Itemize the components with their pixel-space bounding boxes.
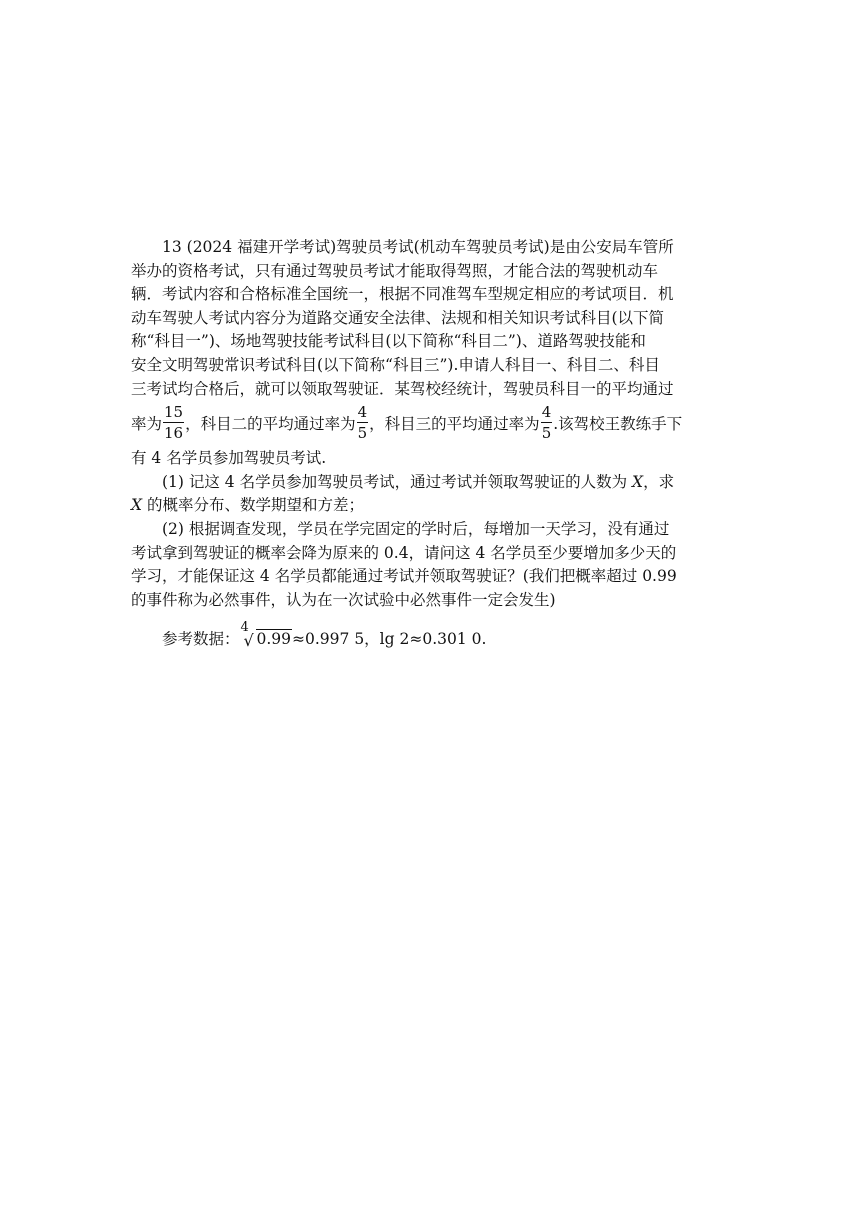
problem-text xyxy=(131,236,733,652)
fraction-denominator: 5 xyxy=(541,424,552,443)
part1-text-b: ，求 xyxy=(643,472,675,491)
problem-line-3: 辆．考试内容和合格标准全国统一，根据不同准驾车型规定相应的考试项目．机 xyxy=(131,285,674,304)
root-sign-icon: √ xyxy=(243,631,254,651)
part1-text-a: (1) 记这 4 名学员参加驾驶员考试，通过考试并领取驾驶证的人数为 xyxy=(162,472,633,491)
part2-line-1: (2) 根据调查发现，学员在学完固定的学时后，每增加一天学习，没有通过 xyxy=(162,519,670,538)
fraction-denominator: 16 xyxy=(164,424,184,443)
problem-line-1: 13 (2024 福建开学考试)驾驶员考试(机动车驾驶员考试)是由公安局车管所 xyxy=(162,238,674,256)
root-index: 4 xyxy=(240,620,249,636)
fraction-subject-two xyxy=(357,405,369,441)
problem-line-5: 称“科目一”)、场地驾驶技能考试科目(以下简称“科目二”)、道路驾驶技能和 xyxy=(131,332,646,351)
fraction-numerator: 4 xyxy=(357,403,368,422)
fourth-root xyxy=(240,620,293,652)
rate-prefix: 率为 xyxy=(131,415,163,434)
fraction-numerator: 4 xyxy=(541,403,552,422)
part1-line-1 xyxy=(131,471,733,495)
rate-suffix: .该驾校王教练手下 xyxy=(553,415,683,434)
part2-line-3: 学习，才能保证这 4 名学员都能通过考试并领取驾驶证？(我们把概率超过 0.99 xyxy=(131,567,677,586)
reference-data xyxy=(131,620,733,652)
rate-mid-2: ，科目三的平均通过率为 xyxy=(369,415,540,434)
fraction-subject-three xyxy=(541,405,553,441)
problem-line-6: 安全文明驾驶常识考试科目(以下简称“科目三”).申请人科目一、科目二、科目 xyxy=(131,355,660,374)
fraction-denominator: 5 xyxy=(357,424,368,443)
fraction-numerator: 15 xyxy=(164,403,184,422)
problem-line-2: 举办的资格考试，只有通过驾驶员考试才能取得驾照，才能合法的驾驶机动车 xyxy=(131,261,659,280)
pass-rate-line xyxy=(131,401,733,447)
variable-x: X xyxy=(131,496,143,515)
part1-text-c: 的概率分布、数学期望和方差； xyxy=(142,496,364,515)
variable-x: X xyxy=(632,472,644,491)
part1-line-2 xyxy=(131,494,733,518)
rate-mid-1: ，科目二的平均通过率为 xyxy=(185,415,356,434)
problem-line-7: 三考试均合格后，就可以领取驾驶证．某驾校经统计，驾驶员科目一的平均通过 xyxy=(131,379,674,398)
problem-last-line: 有 4 名学员参加驾驶员考试. xyxy=(131,449,327,468)
part2-line-2: 考试拿到驾驶证的概率会降为原来的 0.4，请问这 4 名学员至少要增加多少天的 xyxy=(131,543,677,562)
reference-approx: ≈0.997 5，lg 2≈0.301 0. xyxy=(292,630,487,649)
radicand: 0.99 xyxy=(256,630,292,649)
reference-label: 参考数据： xyxy=(162,630,240,649)
part2-line-4: 的事件称为必然事件，认为在一次试验中必然事件一定会发生) xyxy=(131,590,556,609)
problem-line-4: 动车驾驶人考试内容分为道路交通安全法律、法规和相关知识考试科目(以下简 xyxy=(131,308,665,327)
fraction-subject-one xyxy=(163,405,184,441)
